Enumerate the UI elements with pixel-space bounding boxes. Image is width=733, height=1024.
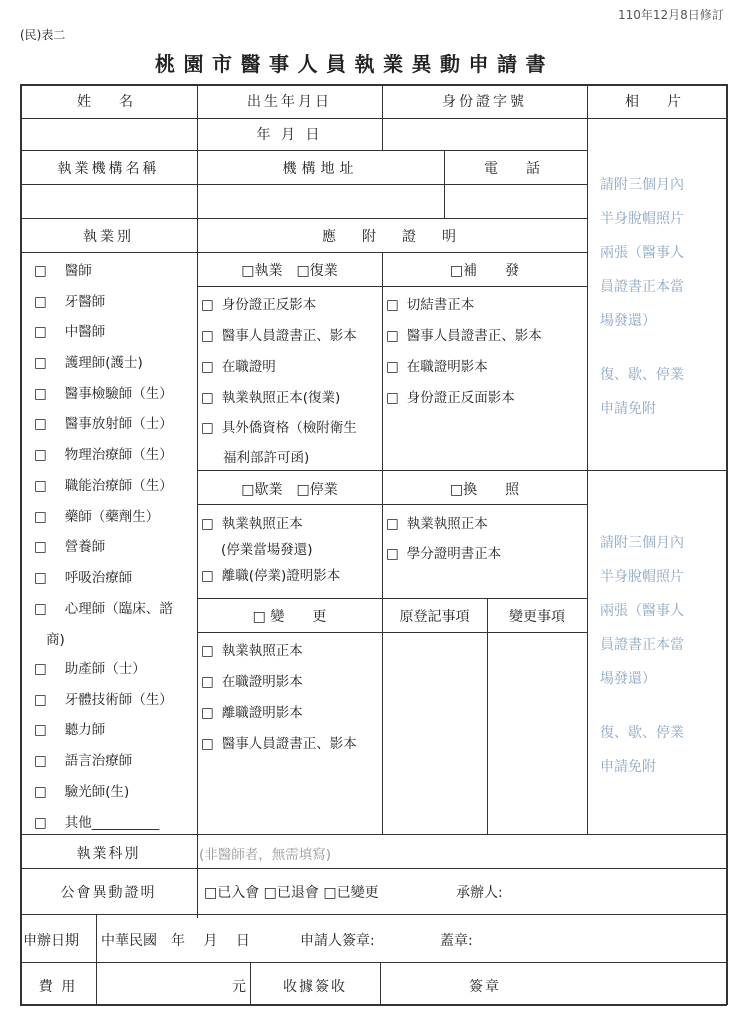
profession-item[interactable]: □ 心理師（臨床、諮 (34, 597, 173, 617)
fee-label: 費 用 (38, 979, 78, 995)
association-label: 公會異動證明 (60, 885, 157, 901)
attachment-item[interactable]: □ 具外僑資格（檢附衛生 (201, 416, 357, 436)
stamp-label: 蓋章: (440, 933, 473, 949)
revision-date: 110年12月8日修訂 (618, 8, 724, 22)
profession-item[interactable]: □ 職能治療師（生） (34, 474, 173, 494)
fee-unit: 元 (232, 979, 246, 995)
profession-item[interactable]: □ 驗光師(生) (34, 780, 129, 800)
attachment-item[interactable]: □ 執業執照正本 (201, 639, 303, 659)
attachment-item[interactable]: □ 醫事人員證書正、影本 (201, 324, 357, 344)
photo-header: 相 片 (625, 94, 688, 110)
photo-note-bottom: 請附三個月內 半身脫帽照片 兩張（醫事人 員證書正本當 場發還） 復、歇、停業 申請免附 (600, 535, 684, 775)
specialty-field[interactable]: (非醫師者，無需填寫) (199, 847, 332, 863)
applicant-signature-label: 申請人簽章: (300, 933, 375, 949)
changed-entry-label: 變更事項 (509, 609, 565, 625)
apply-date-field[interactable]: 中華民國 年 月 日 (101, 933, 250, 949)
original-entry-label: 原登記事項 (399, 609, 470, 625)
profession-item[interactable]: □ 藥師（藥劑生） (34, 505, 159, 525)
profession-item[interactable]: □ 牙體技術師（生） (34, 688, 173, 708)
close-suspend-checkbox[interactable]: □歇業 □停業 (241, 482, 338, 498)
page-title: 桃園市醫事人員執業異動申請書 (155, 52, 554, 76)
attachment-item[interactable]: □ 執業執照正本 (386, 512, 488, 532)
profession-item[interactable]: □ 牙醫師 (34, 290, 105, 310)
association-options[interactable]: □已入會 □已退會 □已變更 (204, 885, 379, 901)
attachment-item[interactable]: □ 在職證明影本 (201, 670, 303, 690)
profession-item[interactable]: □ 助產師（士） (34, 657, 146, 677)
photo-note-top: 請附三個月內 半身脫帽照片 兩張（醫事人 員證書正本當 場發還） 復、歇、停業 申請免附 (600, 177, 684, 417)
practice-type-label: 執業別 (83, 229, 134, 245)
profession-item[interactable]: □ 聽力師 (34, 718, 105, 738)
specialty-label: 執業科別 (76, 846, 141, 862)
attachments-label: 應 附 證 明 (322, 229, 462, 245)
signature-label: 簽章 (469, 979, 501, 995)
profession-item[interactable]: □ 其他__________ (34, 811, 159, 831)
birth-date-field[interactable]: 年 月 日 (256, 127, 323, 143)
profession-item[interactable]: □ 呼吸治療師 (34, 566, 132, 586)
attachment-item[interactable]: □ 執業執照正本(復業) (201, 386, 340, 406)
attachment-item[interactable]: □ 醫事人員證書正、影本 (386, 324, 542, 344)
apply-date-label: 申辦日期 (23, 933, 79, 949)
org-address-label: 機構地址 (282, 161, 359, 177)
attachment-item[interactable]: □ 身份證正反面影本 (386, 386, 515, 406)
org-phone-label: 電 話 (484, 161, 547, 177)
birth-header: 出生年月日 (247, 94, 332, 110)
profession-item[interactable]: □ 護理師(護士) (34, 351, 143, 371)
attachment-item[interactable]: □ 切結書正本 (386, 293, 474, 313)
profession-item[interactable]: □ 營養師 (34, 535, 105, 555)
id-header: 身份證字號 (442, 94, 527, 110)
profession-item[interactable]: □ 語言治療師 (34, 749, 132, 769)
attachment-item[interactable]: □ 在職證明 (201, 355, 276, 375)
name-header: 姓 名 (77, 94, 140, 110)
form-code: (民)表二 (20, 28, 66, 42)
attachment-item-wrap: (停業當場發還) (221, 542, 313, 558)
org-name-label: 執業機構名稱 (57, 161, 160, 177)
profession-item-wrap: 商) (46, 632, 65, 648)
attachment-item[interactable]: □ 離職證明影本 (201, 701, 303, 721)
profession-item[interactable]: □ 醫事放射師（士） (34, 412, 173, 432)
attachment-item[interactable]: □ 學分證明書正本 (386, 542, 501, 562)
attachment-item[interactable]: □ 身份證正反影本 (201, 293, 316, 313)
receipt-label: 收據簽收 (283, 979, 347, 995)
change-checkbox[interactable]: □ 變 更 (252, 609, 327, 625)
profession-item[interactable]: □ 醫事檢驗師（生） (34, 382, 173, 402)
reissue-checkbox[interactable]: □補 發 (449, 263, 520, 279)
attachment-item-wrap: 福利部許可函) (223, 450, 310, 466)
renew-license-checkbox[interactable]: □換 照 (449, 482, 520, 498)
attachment-item[interactable]: □ 執業執照正本 (201, 512, 303, 532)
practice-resume-checkbox[interactable]: □執業 □復業 (241, 263, 338, 279)
handler-label: 承辦人: (456, 885, 503, 901)
attachment-item[interactable]: □ 在職證明影本 (386, 355, 488, 375)
attachment-item[interactable]: □ 離職(停業)證明影本 (201, 564, 340, 584)
profession-item[interactable]: □ 中醫師 (34, 320, 105, 340)
attachment-item[interactable]: □ 醫事人員證書正、影本 (201, 732, 357, 752)
profession-item[interactable]: □ 物理治療師（生） (34, 443, 173, 463)
profession-item[interactable]: □ 醫師 (34, 259, 92, 279)
